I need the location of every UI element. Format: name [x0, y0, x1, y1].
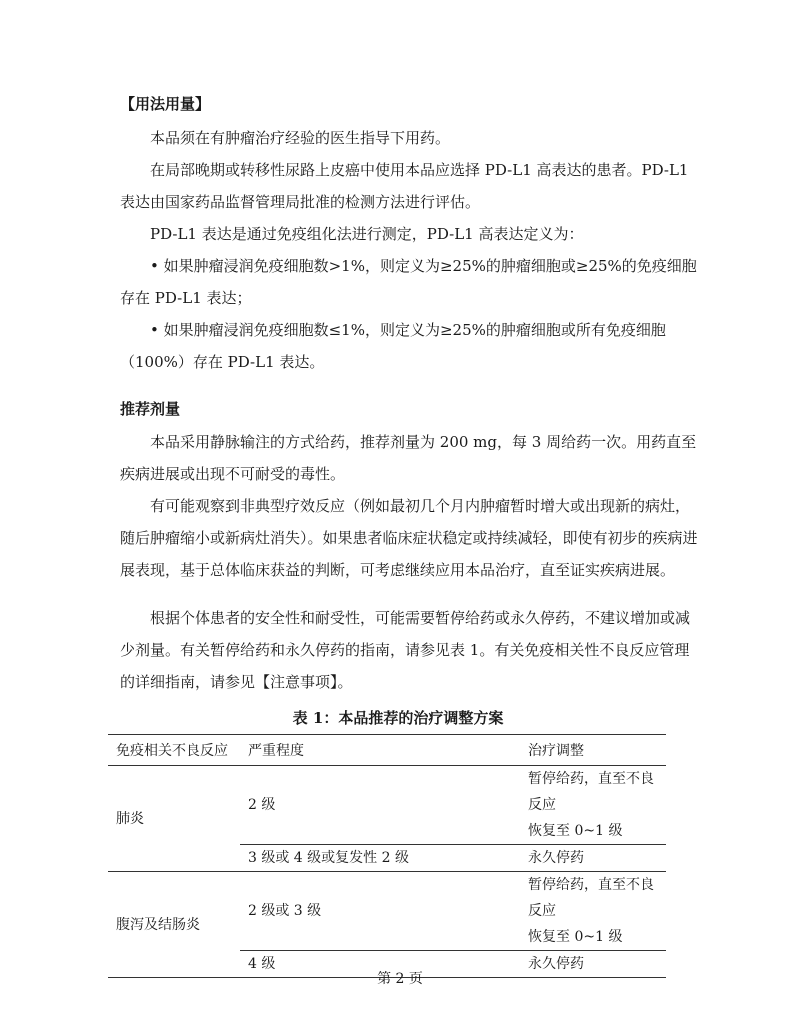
adjustment-cell: 永久停药: [520, 845, 666, 872]
table-title: 表 1：本品推荐的治疗调整方案: [292, 709, 504, 727]
severity-cell: 3 级或 4 级或复发性 2 级: [240, 845, 520, 872]
reaction-cell: 肺炎: [108, 766, 240, 872]
header-reaction: 免疫相关不良反应: [108, 735, 240, 766]
usage-heading: 【用法用量】: [120, 95, 211, 113]
usage-paragraph-3: PD-L1 表达是通过免疫组化法进行测定，PD-L1 高表达定义为：: [150, 225, 584, 243]
reaction-cell: 腹泻及结肠炎: [108, 872, 240, 978]
severity-cell: 2 级: [240, 766, 520, 845]
adjustment-cell: 暂停给药，直至不良反应 恢复至 0~1 级: [520, 766, 666, 845]
table-row: [108, 766, 666, 845]
dose-paragraph-3: 根据个体患者的安全性和耐受性，可能需要暂停给药或永久停药，不建议增加或减少剂量。有关暂停给药和永久停药的指南，请参见表 1。有关免疫相关性不良反应管理的详细指南，请参见【注意事项】。: [120, 609, 691, 691]
usage-bullet-1: • 如果肿瘤浸润免疫细胞数>1%，则定义为≥25%的肿瘤细胞或≥25%的免疫细胞存在 PD-L1 表达；: [120, 257, 697, 307]
severity-cell: 4 级: [240, 951, 520, 978]
dose-heading: 推荐剂量: [120, 400, 181, 418]
header-adjustment: 治疗调整: [520, 735, 666, 766]
dose-paragraph-1: 本品采用静脉输注的方式给药，推荐剂量为 200 mg，每 3 周给药一次。用药直至疾病进展或出现不可耐受的毒性。: [120, 433, 697, 483]
adjustment-cell: 暂停给药，直至不良反应 恢复至 0~1 级: [520, 872, 666, 951]
header-severity: 严重程度: [240, 735, 520, 766]
page-number: 第 2 页: [377, 971, 423, 987]
usage-bullet-2: • 如果肿瘤浸润免疫细胞数≤1%，则定义为≥25%的肿瘤细胞或所有免疫细胞（100%）存在 PD-L1 表达。: [120, 321, 666, 371]
treatment-adjustment-table: [108, 734, 666, 978]
usage-paragraph-2: 在局部晚期或转移性尿路上皮癌中使用本品应选择 PD-L1 高表达的患者。PD-L1 表达由国家药品监督管理局批准的检测方法进行评估。: [120, 161, 689, 211]
dose-paragraph-2: 有可能观察到非典型疗效反应（例如最初几个月内肿瘤暂时增大或出现新的病灶，随后肿瘤缩小或新病灶消失）。如果患者临床症状稳定或持续减轻，即使有初步的疾病进展表现，基于总体临床获益的判断，可考虑继续应用本品治疗，直至证实疾病进展。: [120, 497, 698, 579]
usage-paragraph-1: 本品须在有肿瘤治疗经验的医生指导下用药。: [150, 129, 451, 147]
table-header-row: [108, 735, 666, 766]
severity-cell: 2 级或 3 级: [240, 872, 520, 951]
table-row: [108, 872, 666, 951]
adjustment-cell: 永久停药: [520, 951, 666, 978]
